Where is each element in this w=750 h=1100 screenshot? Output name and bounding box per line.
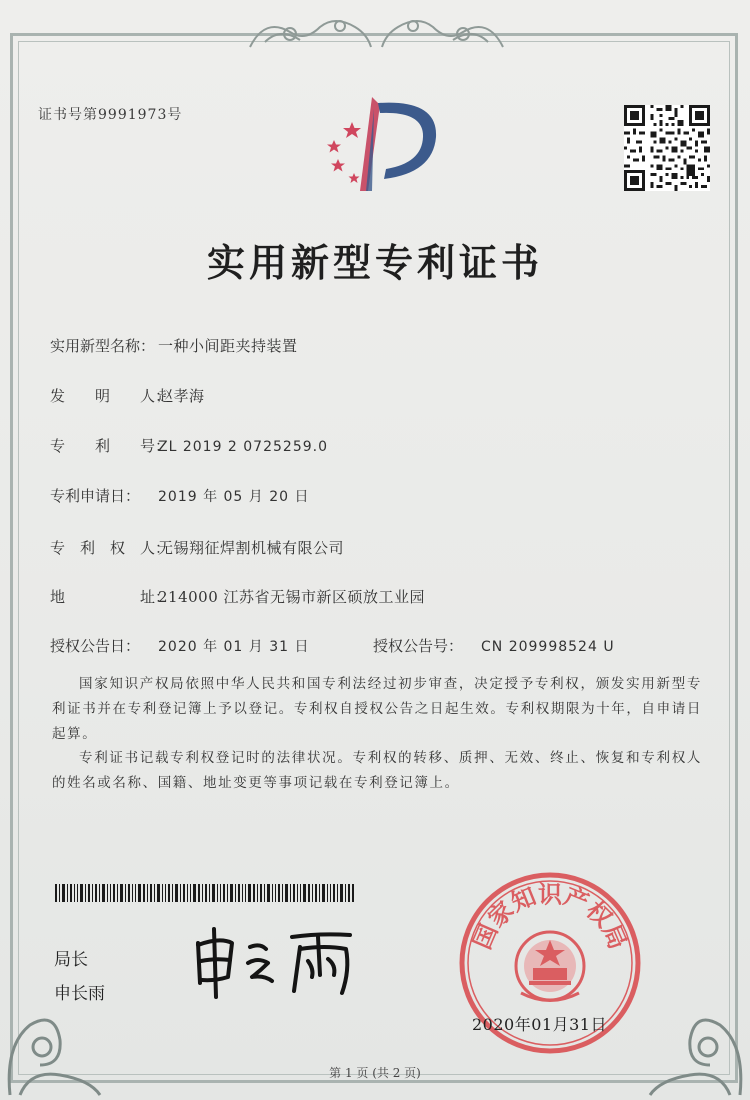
field-value: CN 209998524 U (481, 639, 615, 655)
field-label: 授权公告日： (50, 637, 141, 655)
field-value: 2020 年 01 月 31 日 (158, 639, 310, 655)
field-patent-number (50, 435, 328, 456)
field-value: 赵孝海 (158, 387, 205, 405)
bottom-right-ornament-icon (640, 985, 750, 1100)
barcode-icon (55, 884, 355, 902)
page-number: 第 1 页 (共 2 页) (329, 1066, 421, 1080)
cnipa-logo-icon (310, 95, 440, 195)
seal-text: 国家知识产权局 (468, 880, 632, 954)
field-grant-date (50, 635, 310, 656)
field-value: 214000 江苏省无锡市新区硕放工业园 (158, 588, 426, 606)
director-name: 申长雨 (54, 984, 105, 1004)
field-value: 2019 年 05 月 20 日 (158, 489, 310, 505)
top-left-ornament-icon (245, 12, 375, 57)
certificate-number: 证书号第9991973号 (38, 107, 183, 123)
body-paragraph-2: 专利证书记载专利权登记时的法律状况。专利权的转移、质押、无效、终止、恢复和专利权人的姓名或名称、国籍、地址变更等事项记载在专利登记簿上。 (52, 750, 702, 791)
field-value: ZL 2019 2 0725259.0 (158, 439, 328, 455)
field-label: 专利申请日： (50, 487, 141, 505)
field-address (50, 586, 425, 607)
top-right-ornament-icon (378, 12, 508, 57)
field-patentee (50, 537, 344, 558)
field-label: 专 利 号： (50, 437, 171, 455)
field-label: 授权公告号： (373, 637, 464, 655)
seal-date: 2020年01月31日 (472, 1015, 607, 1034)
field-label: 实用新型名称： (50, 337, 156, 355)
qr-code-icon (624, 105, 710, 191)
field-utility-model-name (50, 335, 298, 356)
field-value: 一种小间距夹持装置 (158, 337, 298, 355)
certificate-title: 实用新型专利证书 (206, 240, 543, 285)
field-inventor (50, 385, 205, 406)
body-paragraph-1: 国家知识产权局依照中华人民共和国专利法经过初步审查，决定授予专利权，颁发实用新型专利证书并在专利登记簿上予以登记。专利权自授权公告之日起生效。专利权期限为十年，自申请日起算。 (52, 676, 702, 742)
field-value: 无锡翔征焊割机械有限公司 (158, 539, 345, 557)
field-label: 地 址： (50, 588, 171, 606)
director-signature-icon (190, 925, 380, 1000)
field-label: 发 明 人： (50, 387, 171, 405)
field-filing-date (50, 485, 310, 506)
director-title: 局长 (54, 950, 88, 970)
field-label: 专 利 权 人： (50, 539, 171, 557)
field-grant-number (373, 635, 615, 656)
